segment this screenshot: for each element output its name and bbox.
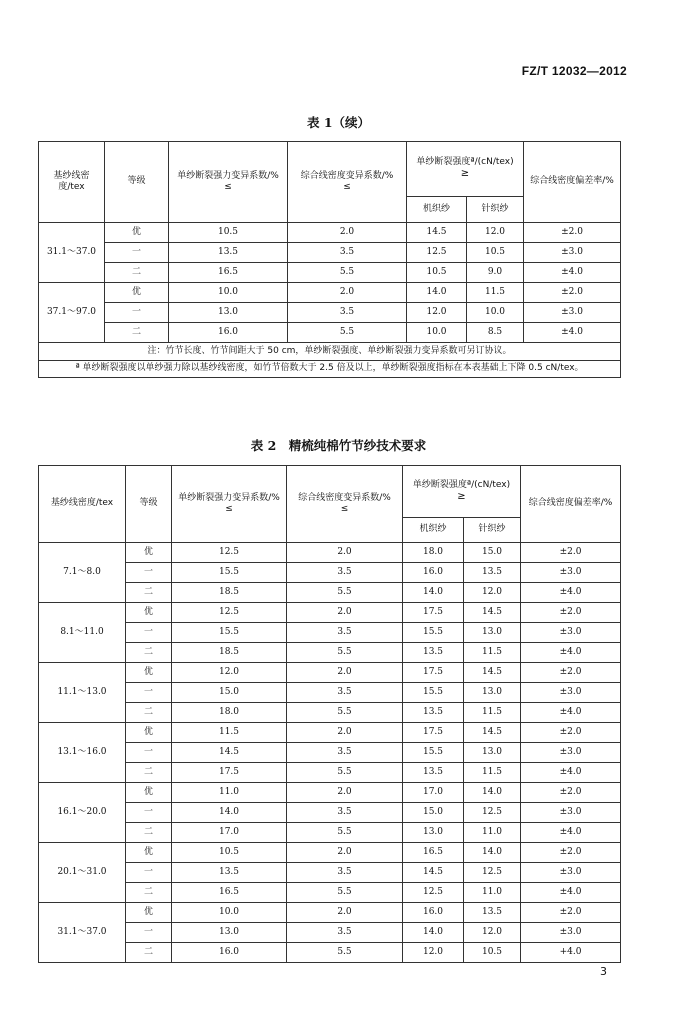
knit-yarn-tenacity-cell: 12.5 [464, 863, 521, 883]
grade-cell: 二 [126, 943, 172, 963]
cv-strength-cell: 16.0 [172, 943, 287, 963]
table1 [38, 141, 621, 378]
grade-cell: 优 [126, 663, 172, 683]
knit-yarn-tenacity-cell: 10.5 [467, 243, 524, 263]
cv-density-cell: 2.0 [287, 903, 403, 923]
density-range-cell: 16.1～20.0 [39, 783, 126, 843]
grade-cell: 优 [126, 543, 172, 563]
deviation-cell: ±3.0 [521, 803, 621, 823]
knit-yarn-tenacity-cell: 11.5 [464, 703, 521, 723]
table-row [39, 663, 621, 683]
cv-strength-cell: 18.5 [172, 643, 287, 663]
table-row [39, 603, 621, 623]
header-grade: 等级 [126, 466, 172, 543]
knit-yarn-tenacity-cell: 10.5 [464, 943, 521, 963]
knit-yarn-tenacity-cell: 13.0 [464, 623, 521, 643]
density-range-cell: 11.1～13.0 [39, 663, 126, 723]
header-le-symbol: ≤ [224, 182, 232, 192]
knit-yarn-tenacity-cell: 13.0 [464, 743, 521, 763]
cv-density-cell: 5.5 [287, 583, 403, 603]
table-row [39, 803, 621, 823]
machine-yarn-tenacity-cell: 15.0 [403, 803, 464, 823]
header-machine-yarn: 机织纱 [403, 518, 464, 543]
knit-yarn-tenacity-cell: 11.0 [464, 823, 521, 843]
table-row [39, 703, 621, 723]
knit-yarn-tenacity-cell: 9.0 [467, 263, 524, 283]
machine-yarn-tenacity-cell: 12.0 [403, 943, 464, 963]
cv-strength-cell: 18.5 [172, 583, 287, 603]
cv-strength-cell: 11.0 [172, 783, 287, 803]
header-cv-strength [172, 466, 287, 543]
machine-yarn-tenacity-cell: 12.5 [403, 883, 464, 903]
cv-strength-cell: 17.0 [172, 823, 287, 843]
table-row [39, 743, 621, 763]
header-deviation: 综合线密度偏差率/% [521, 466, 621, 543]
table-row [39, 883, 621, 903]
grade-cell: 一 [126, 923, 172, 943]
knit-yarn-tenacity-cell: 13.5 [464, 563, 521, 583]
cv-strength-cell: 13.0 [169, 303, 288, 323]
machine-yarn-tenacity-cell: 13.5 [403, 763, 464, 783]
machine-yarn-tenacity-cell: 17.5 [403, 663, 464, 683]
deviation-cell: ±4.0 [521, 643, 621, 663]
table-row [39, 303, 621, 323]
machine-yarn-tenacity-cell: 14.0 [407, 283, 467, 303]
machine-yarn-tenacity-cell: 13.5 [403, 643, 464, 663]
deviation-cell: ±2.0 [521, 663, 621, 683]
cv-density-cell: 3.5 [287, 863, 403, 883]
header-cv-strength-label: 单纱断裂强力变异系数/% [178, 492, 280, 503]
grade-cell: 一 [105, 243, 169, 263]
table-row [39, 723, 621, 743]
cv-strength-cell: 18.0 [172, 703, 287, 723]
deviation-cell: ±2.0 [524, 283, 621, 303]
grade-cell: 二 [126, 883, 172, 903]
deviation-cell: ±4.0 [521, 883, 621, 903]
header-density: 基纱线密度/tex [39, 142, 105, 223]
knit-yarn-tenacity-cell: 14.5 [464, 663, 521, 683]
machine-yarn-tenacity-cell: 10.0 [407, 323, 467, 343]
cv-strength-cell: 12.5 [172, 543, 287, 563]
machine-yarn-tenacity-cell: 10.5 [407, 263, 467, 283]
table-row [39, 543, 621, 563]
knit-yarn-tenacity-cell: 14.0 [464, 783, 521, 803]
machine-yarn-tenacity-cell: 18.0 [403, 543, 464, 563]
header-le-symbol: ≤ [225, 504, 233, 514]
table-row [39, 283, 621, 303]
cv-density-cell: 3.5 [288, 243, 407, 263]
table-row [39, 823, 621, 843]
table-row [39, 843, 621, 863]
deviation-cell: ±2.0 [521, 723, 621, 743]
knit-yarn-tenacity-cell: 10.0 [467, 303, 524, 323]
knit-yarn-tenacity-cell: 8.5 [467, 323, 524, 343]
cv-density-cell: 5.5 [288, 263, 407, 283]
cv-strength-cell: 13.5 [172, 863, 287, 883]
header-cv-density [287, 466, 403, 543]
table1-caption: 表 1（续） [306, 115, 371, 130]
cv-strength-cell: 14.5 [172, 743, 287, 763]
table1-body [39, 223, 621, 343]
header-deviation: 综合线密度偏差率/% [524, 142, 621, 223]
cv-density-cell: 5.5 [287, 643, 403, 663]
cv-density-cell: 3.5 [287, 683, 403, 703]
header-tenacity-label: 单纱断裂强度ª/(cN/tex) [412, 479, 511, 490]
grade-cell: 一 [126, 623, 172, 643]
machine-yarn-tenacity-cell: 14.0 [403, 923, 464, 943]
table-row [39, 623, 621, 643]
cv-strength-cell: 16.5 [172, 883, 287, 903]
deviation-cell: ±2.0 [521, 843, 621, 863]
header-le-symbol: ≤ [343, 182, 351, 192]
deviation-cell: ±2.0 [521, 543, 621, 563]
cv-strength-cell: 13.0 [172, 923, 287, 943]
table-row [39, 903, 621, 923]
header-knit-yarn: 针织纱 [464, 518, 521, 543]
table-row [39, 563, 621, 583]
grade-cell: 优 [126, 603, 172, 623]
deviation-cell: ±3.0 [521, 563, 621, 583]
table-row [39, 243, 621, 263]
deviation-cell: ±2.0 [524, 223, 621, 243]
grade-cell: 优 [126, 843, 172, 863]
grade-cell: 一 [126, 863, 172, 883]
header-ge-symbol: ≥ [457, 490, 466, 502]
page-number: 3 [600, 965, 607, 978]
header-tenacity [403, 466, 521, 518]
knit-yarn-tenacity-cell: 14.5 [464, 603, 521, 623]
table-note: 注：竹节长度、竹节间距大于 50 cm，单纱断裂强度、单纱断裂强力变异系数可另订协议。 [39, 343, 621, 361]
grade-cell: 二 [126, 763, 172, 783]
table-row [39, 763, 621, 783]
cv-density-cell: 2.0 [288, 283, 407, 303]
header-knit-yarn: 针织纱 [467, 197, 524, 223]
cv-density-cell: 3.5 [287, 743, 403, 763]
cv-density-cell: 2.0 [287, 603, 403, 623]
table2-caption: 表 2 精梳纯棉竹节纱技术要求 [250, 438, 427, 453]
machine-yarn-tenacity-cell: 15.5 [403, 683, 464, 703]
machine-yarn-tenacity-cell: 13.5 [403, 703, 464, 723]
cv-strength-cell: 13.5 [169, 243, 288, 263]
machine-yarn-tenacity-cell: 17.5 [403, 603, 464, 623]
table-footnote: ª 单纱断裂强度以单纱强力除以基纱线密度，如竹节倍数大于 2.5 倍及以上，单纱断裂强度指标在本表基础上下降 0.5 cN/tex。 [39, 361, 621, 378]
cv-strength-cell: 12.5 [172, 603, 287, 623]
table2 [38, 465, 621, 963]
deviation-cell: ±2.0 [521, 903, 621, 923]
cv-density-cell: 5.5 [287, 763, 403, 783]
grade-cell: 二 [126, 583, 172, 603]
density-range-cell: 31.1～37.0 [39, 223, 105, 283]
header-cv-density-label: 综合线密度变异系数/% [300, 170, 394, 181]
header-ge-symbol: ≥ [460, 168, 470, 180]
deviation-cell: ±4.0 [521, 823, 621, 843]
cv-strength-cell: 16.5 [169, 263, 288, 283]
grade-cell: 一 [105, 303, 169, 323]
knit-yarn-tenacity-cell: 13.5 [464, 903, 521, 923]
machine-yarn-tenacity-cell: 12.5 [407, 243, 467, 263]
table-row [39, 643, 621, 663]
knit-yarn-tenacity-cell: 15.0 [464, 543, 521, 563]
cv-density-cell: 2.0 [288, 223, 407, 243]
grade-cell: 优 [126, 783, 172, 803]
knit-yarn-tenacity-cell: 12.0 [464, 923, 521, 943]
cv-strength-cell: 10.5 [172, 843, 287, 863]
header-le-symbol: ≤ [340, 504, 349, 514]
grade-cell: 优 [105, 283, 169, 303]
grade-cell: 优 [126, 723, 172, 743]
table-row [39, 863, 621, 883]
header-tenacity-label: 单纱断裂强度ª/(cN/tex) [416, 157, 514, 168]
knit-yarn-tenacity-cell: 12.5 [464, 803, 521, 823]
cv-strength-cell: 10.0 [172, 903, 287, 923]
table2-body [39, 543, 621, 963]
grade-cell: 二 [105, 263, 169, 283]
knit-yarn-tenacity-cell: 11.0 [464, 883, 521, 903]
density-range-cell: 31.1～37.0 [39, 903, 126, 963]
deviation-cell: ±3.0 [521, 743, 621, 763]
deviation-cell: ±3.0 [521, 863, 621, 883]
machine-yarn-tenacity-cell: 14.0 [403, 583, 464, 603]
deviation-cell: +4.0 [521, 943, 621, 963]
deviation-cell: ±3.0 [521, 923, 621, 943]
table-row [39, 923, 621, 943]
machine-yarn-tenacity-cell: 12.0 [407, 303, 467, 323]
density-range-cell: 7.1～8.0 [39, 543, 126, 603]
cv-density-cell: 5.5 [287, 883, 403, 903]
cv-density-cell: 5.5 [287, 943, 403, 963]
header-cv-density-label: 综合线密度变异系数/% [298, 492, 391, 503]
density-range-cell: 37.1～97.0 [39, 283, 105, 343]
knit-yarn-tenacity-cell: 12.0 [464, 583, 521, 603]
grade-cell: 优 [105, 223, 169, 243]
machine-yarn-tenacity-cell: 15.5 [403, 743, 464, 763]
density-range-cell: 13.1～16.0 [39, 723, 126, 783]
cv-strength-cell: 15.0 [172, 683, 287, 703]
knit-yarn-tenacity-cell: 12.0 [467, 223, 524, 243]
deviation-cell: ±2.0 [521, 603, 621, 623]
machine-yarn-tenacity-cell: 17.0 [403, 783, 464, 803]
cv-strength-cell: 10.5 [169, 223, 288, 243]
cv-density-cell: 3.5 [287, 923, 403, 943]
knit-yarn-tenacity-cell: 11.5 [464, 643, 521, 663]
grade-cell: 优 [126, 903, 172, 923]
cv-density-cell: 2.0 [287, 543, 403, 563]
cv-density-cell: 2.0 [287, 723, 403, 743]
grade-cell: 二 [126, 703, 172, 723]
deviation-cell: ±3.0 [524, 303, 621, 323]
density-range-cell: 8.1～11.0 [39, 603, 126, 663]
standard-code: FZ/T 12032—2012 [521, 64, 627, 78]
density-range-cell: 20.1～31.0 [39, 843, 126, 903]
cv-strength-cell: 15.5 [172, 623, 287, 643]
cv-density-cell: 2.0 [287, 783, 403, 803]
grade-cell: 一 [126, 563, 172, 583]
cv-density-cell: 3.5 [287, 623, 403, 643]
cv-density-cell: 5.5 [288, 323, 407, 343]
cv-strength-cell: 12.0 [172, 663, 287, 683]
grade-cell: 一 [126, 743, 172, 763]
table-row [39, 223, 621, 243]
machine-yarn-tenacity-cell: 16.5 [403, 843, 464, 863]
machine-yarn-tenacity-cell: 14.5 [407, 223, 467, 243]
header-cv-density [288, 142, 407, 223]
deviation-cell: ±3.0 [521, 683, 621, 703]
header-cv-strength [169, 142, 288, 223]
deviation-cell: ±4.0 [521, 583, 621, 603]
table-row [39, 783, 621, 803]
grade-cell: 一 [126, 683, 172, 703]
deviation-cell: ±3.0 [524, 243, 621, 263]
cv-density-cell: 2.0 [287, 843, 403, 863]
grade-cell: 一 [126, 803, 172, 823]
knit-yarn-tenacity-cell: 11.5 [467, 283, 524, 303]
cv-density-cell: 2.0 [287, 663, 403, 683]
grade-cell: 二 [105, 323, 169, 343]
header-grade: 等级 [105, 142, 169, 223]
knit-yarn-tenacity-cell: 14.0 [464, 843, 521, 863]
deviation-cell: ±4.0 [521, 763, 621, 783]
header-cv-strength-label: 单纱断裂强力变异系数/% [177, 170, 279, 181]
knit-yarn-tenacity-cell: 11.5 [464, 763, 521, 783]
header-density: 基纱线密度/tex [39, 466, 126, 543]
deviation-cell: ±3.0 [521, 623, 621, 643]
machine-yarn-tenacity-cell: 15.5 [403, 623, 464, 643]
deviation-cell: ±2.0 [521, 783, 621, 803]
deviation-cell: ±4.0 [521, 703, 621, 723]
cv-density-cell: 5.5 [287, 823, 403, 843]
table-row [39, 943, 621, 963]
deviation-cell: ±4.0 [524, 323, 621, 343]
cv-strength-cell: 10.0 [169, 283, 288, 303]
cv-density-cell: 5.5 [287, 703, 403, 723]
cv-strength-cell: 16.0 [169, 323, 288, 343]
table-row [39, 323, 621, 343]
cv-density-cell: 3.5 [287, 563, 403, 583]
grade-cell: 二 [126, 643, 172, 663]
cv-strength-cell: 11.5 [172, 723, 287, 743]
grade-cell: 二 [126, 823, 172, 843]
knit-yarn-tenacity-cell: 13.0 [464, 683, 521, 703]
machine-yarn-tenacity-cell: 14.5 [403, 863, 464, 883]
cv-strength-cell: 14.0 [172, 803, 287, 823]
table-row [39, 683, 621, 703]
header-tenacity [407, 142, 524, 197]
machine-yarn-tenacity-cell: 16.0 [403, 903, 464, 923]
cv-density-cell: 3.5 [288, 303, 407, 323]
table-row [39, 263, 621, 283]
cv-strength-cell: 15.5 [172, 563, 287, 583]
knit-yarn-tenacity-cell: 14.5 [464, 723, 521, 743]
header-machine-yarn: 机织纱 [407, 197, 467, 223]
cv-density-cell: 3.5 [287, 803, 403, 823]
machine-yarn-tenacity-cell: 17.5 [403, 723, 464, 743]
deviation-cell: ±4.0 [524, 263, 621, 283]
table-row [39, 583, 621, 603]
cv-strength-cell: 17.5 [172, 763, 287, 783]
machine-yarn-tenacity-cell: 13.0 [403, 823, 464, 843]
machine-yarn-tenacity-cell: 16.0 [403, 563, 464, 583]
